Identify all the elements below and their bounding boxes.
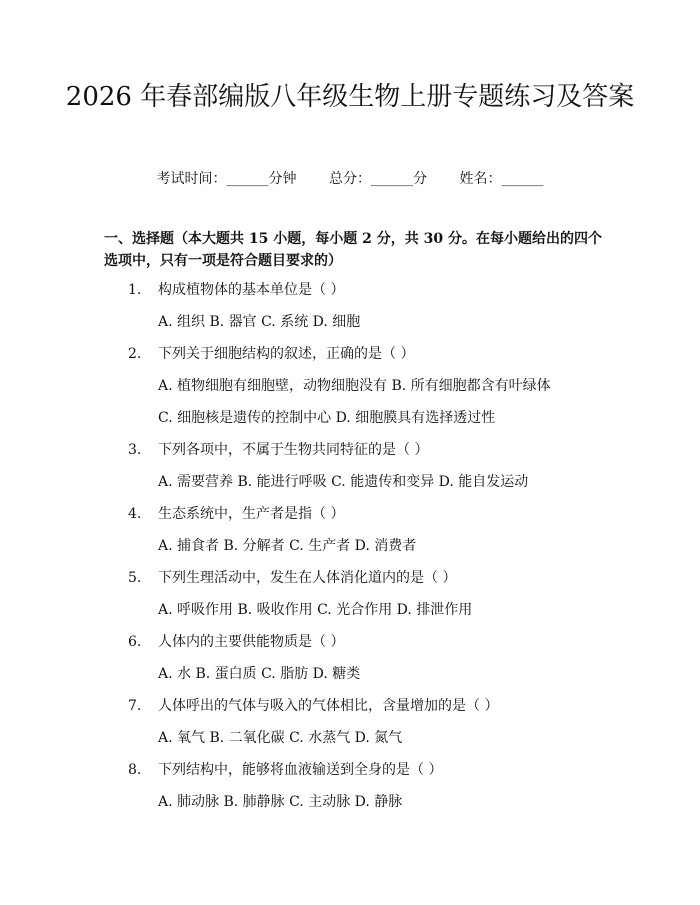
exam-time-label: 考试时间：______分钟 bbox=[156, 171, 297, 187]
total-score-label: 总分：______分 bbox=[329, 171, 427, 187]
question-options: A. 肺动脉 B. 肺静脉 C. 主动脉 D. 静脉 bbox=[158, 794, 403, 810]
question-number: 8. bbox=[128, 762, 142, 778]
question-stem: 下列结构中，能够将血液输送到全身的是（ ） bbox=[158, 762, 443, 778]
question-number: 7. bbox=[128, 698, 142, 714]
question-stem: 下列生理活动中，发生在人体消化道内的是（ ） bbox=[158, 570, 457, 586]
question-number: 6. bbox=[128, 634, 142, 650]
student-name-label: 姓名：______ bbox=[459, 171, 544, 187]
question-item bbox=[0, 758, 700, 822]
question-stem: 人体呼出的气体与吸入的气体相比，含量增加的是（ ） bbox=[158, 698, 499, 714]
question-options: A. 氧气 B. 二氧化碳 C. 水蒸气 D. 氮气 bbox=[158, 730, 403, 746]
question-number: 2. bbox=[128, 346, 142, 362]
question-item bbox=[0, 278, 700, 342]
question-options: A. 捕食者 B. 分解者 C. 生产者 D. 消费者 bbox=[158, 538, 417, 554]
question-options: C. 细胞核是遗传的控制中心 D. 细胞膜具有选择透过性 bbox=[158, 410, 496, 426]
question-number: 3. bbox=[128, 442, 142, 458]
question-number: 4. bbox=[128, 506, 142, 522]
question-options: A. 呼吸作用 B. 吸收作用 C. 光合作用 D. 排泄作用 bbox=[158, 602, 473, 618]
question-number: 1. bbox=[128, 282, 142, 298]
exam-info bbox=[0, 168, 700, 188]
section-heading: 一、选择题（本大题共 15 小题，每小题 2 分，共 30 分。在每小题给出的四个选项中，只有一项是符合题目要求的） bbox=[104, 231, 602, 269]
question-number: 5. bbox=[128, 570, 142, 586]
question-stem: 下列关于细胞结构的叙述，正确的是（ ） bbox=[158, 346, 415, 362]
question-options: A. 植物细胞有细胞壁，动物细胞没有 B. 所有细胞都含有叶绿体 bbox=[158, 378, 551, 394]
question-item bbox=[0, 630, 700, 694]
document-title: 2026 年春部编版八年级生物上册专题练习及答案 bbox=[65, 82, 635, 112]
question-item bbox=[0, 342, 700, 438]
question-stem: 生态系统中，生产者是指（ ） bbox=[158, 506, 345, 522]
question-item bbox=[0, 438, 700, 502]
question-options: A. 组织 B. 器官 C. 系统 D. 细胞 bbox=[158, 314, 361, 330]
question-options: A. 需要营养 B. 能进行呼吸 C. 能遗传和变异 D. 能自发运动 bbox=[158, 474, 529, 490]
question-stem: 下列各项中，不属于生物共同特征的是（ ） bbox=[158, 442, 429, 458]
question-options: A. 水 B. 蛋白质 C. 脂肪 D. 糖类 bbox=[158, 666, 361, 682]
question-item bbox=[0, 502, 700, 566]
question-item bbox=[0, 566, 700, 630]
question-stem: 人体内的主要供能物质是（ ） bbox=[158, 634, 345, 650]
question-stem: 构成植物体的基本单位是（ ） bbox=[158, 282, 345, 298]
question-list bbox=[0, 278, 700, 822]
question-item bbox=[0, 694, 700, 758]
